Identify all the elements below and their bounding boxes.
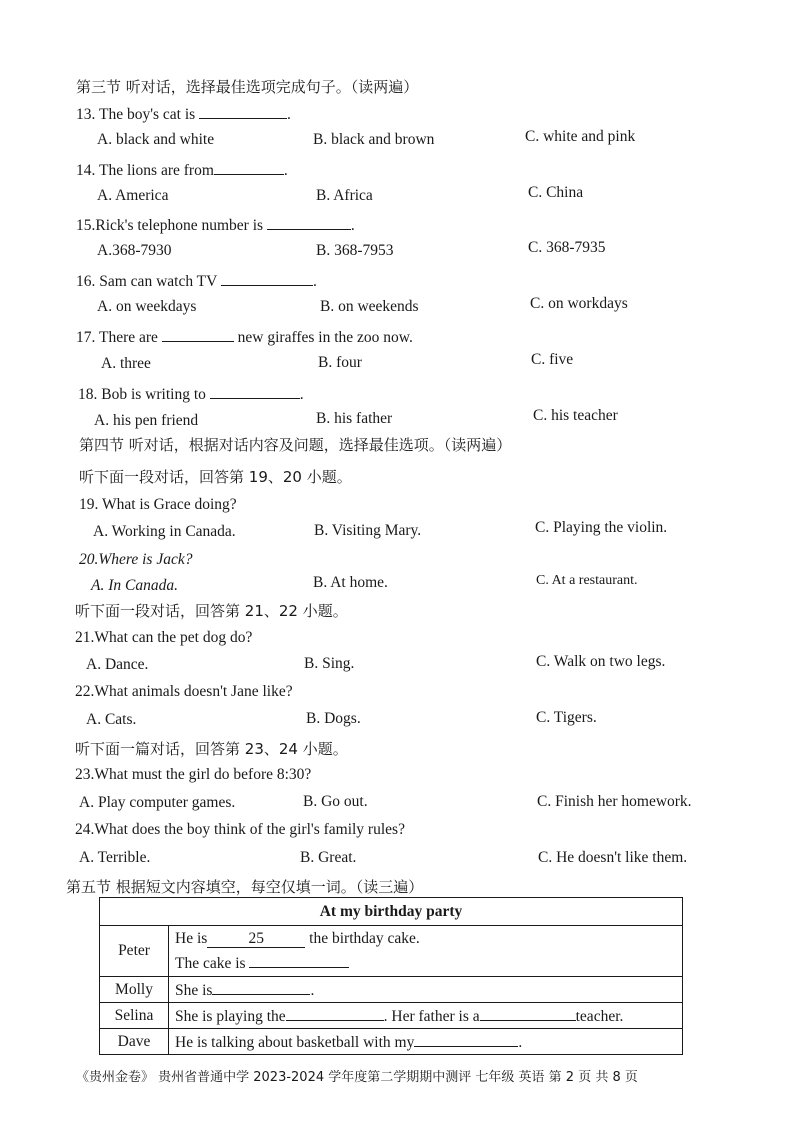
option-20b: B. At home. <box>313 574 388 591</box>
selina-line-end: teacher. <box>575 1007 624 1025</box>
dave-line-start: He is talking about basketball with my <box>175 1033 415 1051</box>
selina-line-start: She is playing the <box>175 1007 286 1025</box>
question-19: 19. What is Grace doing? <box>79 496 237 513</box>
option-21b: B. Sing. <box>304 655 355 672</box>
row-content-dave <box>169 1029 683 1055</box>
option-13a: A. black and white <box>97 131 215 148</box>
answer-blank <box>199 104 287 119</box>
option-18a: A. his pen friend <box>94 412 199 429</box>
answer-blank <box>480 1006 576 1021</box>
table-row-dave <box>100 1029 683 1055</box>
option-19b: B. Visiting Mary. <box>314 522 422 539</box>
answer-blank <box>267 215 351 230</box>
option-17c: C. five <box>531 351 574 368</box>
molly-line-start: She is <box>175 981 213 999</box>
selina-line-middle: . Her father is a <box>383 1007 480 1025</box>
answer-blank <box>162 327 234 342</box>
section4-heading: 第四节 听对话，根据对话内容及问题，选择最佳选项。（读两遍） <box>79 436 512 454</box>
answer-blank <box>210 384 300 399</box>
row-name-dave: Dave <box>100 1029 169 1055</box>
question-17-stem: 17. There are <box>76 329 158 346</box>
row-name-molly: Molly <box>100 977 169 1003</box>
question-18-end: . <box>299 386 304 403</box>
option-21a: A. Dance. <box>86 656 149 673</box>
row-name-selina: Selina <box>100 1003 169 1029</box>
page-footer: 《贵州金卷》 贵州省普通中学 2023-2024 学年度第二学期期中测评 七年级 英语 第 2 页 共 8 页 <box>76 1070 638 1085</box>
answer-blank <box>214 160 284 175</box>
option-13c: C. white and pink <box>525 128 636 145</box>
option-23c: C. Finish her homework. <box>537 793 692 810</box>
table-row-molly <box>100 977 683 1003</box>
question-16-end: . <box>312 273 317 290</box>
option-16c: C. on workdays <box>530 295 628 312</box>
question-14-end: . <box>283 162 288 179</box>
peter-filled-blank <box>207 930 305 948</box>
question-14-stem: 14. The lions are from <box>76 162 214 179</box>
row-content-peter <box>169 926 683 977</box>
section3-heading: 第三节 听对话，选择最佳选项完成句子。（读两遍） <box>76 78 419 96</box>
section5-heading: 第五节 根据短文内容填空，每空仅填一词。（读三遍） <box>66 878 424 896</box>
row-name-peter: Peter <box>100 926 169 977</box>
question-21: 21.What can the pet dog do? <box>75 629 253 646</box>
peter-line2-start: The cake is <box>175 955 246 972</box>
option-15c: C. 368-7935 <box>528 239 606 256</box>
option-16a: A. on weekdays <box>97 298 197 315</box>
question-16 <box>76 271 317 291</box>
question-13-stem: 13. The boy's cat is <box>76 106 196 123</box>
question-22: 22.What animals doesn't Jane like? <box>75 683 293 700</box>
option-23a: A. Play computer games. <box>79 794 236 811</box>
section4-intro-19-20: 听下面一段对话，回答第 19、20 小题。 <box>79 468 352 486</box>
option-21c: C. Walk on two legs. <box>536 653 666 670</box>
question-15 <box>76 215 355 235</box>
question-16-stem: 16. Sam can watch TV <box>76 273 218 290</box>
option-22b: B. Dogs. <box>306 710 361 727</box>
option-14a: A. America <box>97 187 169 204</box>
question-18 <box>78 384 304 404</box>
section4-intro-23-24: 听下面一篇对话，回答第 23、24 小题。 <box>75 740 348 758</box>
table-row-selina <box>100 1003 683 1029</box>
section4-intro-21-22: 听下面一段对话，回答第 21、22 小题。 <box>75 602 348 620</box>
option-17b: B. four <box>318 354 362 371</box>
table-title: At my birthday party <box>100 898 683 926</box>
question-14 <box>76 160 288 180</box>
row-content-selina <box>169 1003 683 1029</box>
option-18b: B. his father <box>316 410 393 427</box>
option-22a: A. Cats. <box>86 711 137 728</box>
peter-line1-start: He is <box>175 930 208 947</box>
question-17-stem2: new giraffes in the zoo now. <box>237 329 413 346</box>
peter-filled-value: 25 <box>248 930 265 947</box>
option-20c: C. At a restaurant. <box>536 573 638 588</box>
answer-blank <box>212 980 310 995</box>
answer-blank <box>221 271 313 286</box>
option-23b: B. Go out. <box>303 793 368 810</box>
option-20a: A. In Canada. <box>91 577 178 594</box>
answer-blank <box>286 1006 384 1021</box>
question-17 <box>76 327 413 347</box>
option-18c: C. his teacher <box>533 407 618 424</box>
peter-line1-end: the birthday cake. <box>309 930 420 947</box>
question-15-stem: 15.Rick's telephone number is <box>76 217 264 234</box>
row-content-molly <box>169 977 683 1003</box>
option-24b: B. Great. <box>300 849 357 866</box>
answer-blank <box>414 1032 518 1047</box>
table-row-peter <box>100 926 683 977</box>
option-15a: A.368-7930 <box>97 242 172 259</box>
option-17a: A. three <box>101 355 151 372</box>
question-15-end: . <box>350 217 355 234</box>
birthday-party-table <box>99 897 683 1055</box>
option-16b: B. on weekends <box>320 298 419 315</box>
question-13 <box>76 104 291 124</box>
question-24: 24.What does the boy think of the girl's family rules? <box>75 821 405 838</box>
question-13-end: . <box>287 106 291 123</box>
question-20: 20.Where is Jack? <box>79 551 193 568</box>
option-14b: B. Africa <box>316 187 373 204</box>
option-22c: C. Tigers. <box>536 709 597 726</box>
option-24a: A. Terrible. <box>79 849 151 866</box>
option-14c: C. China <box>528 184 584 201</box>
question-23: 23.What must the girl do before 8:30? <box>75 766 312 783</box>
answer-blank <box>249 953 349 968</box>
option-13b: B. black and brown <box>313 131 435 148</box>
option-19c: C. Playing the violin. <box>535 519 668 536</box>
dave-line-end: . <box>518 1033 523 1051</box>
option-15b: B. 368-7953 <box>316 242 394 259</box>
question-18-stem: 18. Bob is writing to <box>78 386 206 403</box>
option-24c: C. He doesn't like them. <box>538 849 688 866</box>
molly-line-end: . <box>310 981 315 999</box>
option-19a: A. Working in Canada. <box>93 523 236 540</box>
